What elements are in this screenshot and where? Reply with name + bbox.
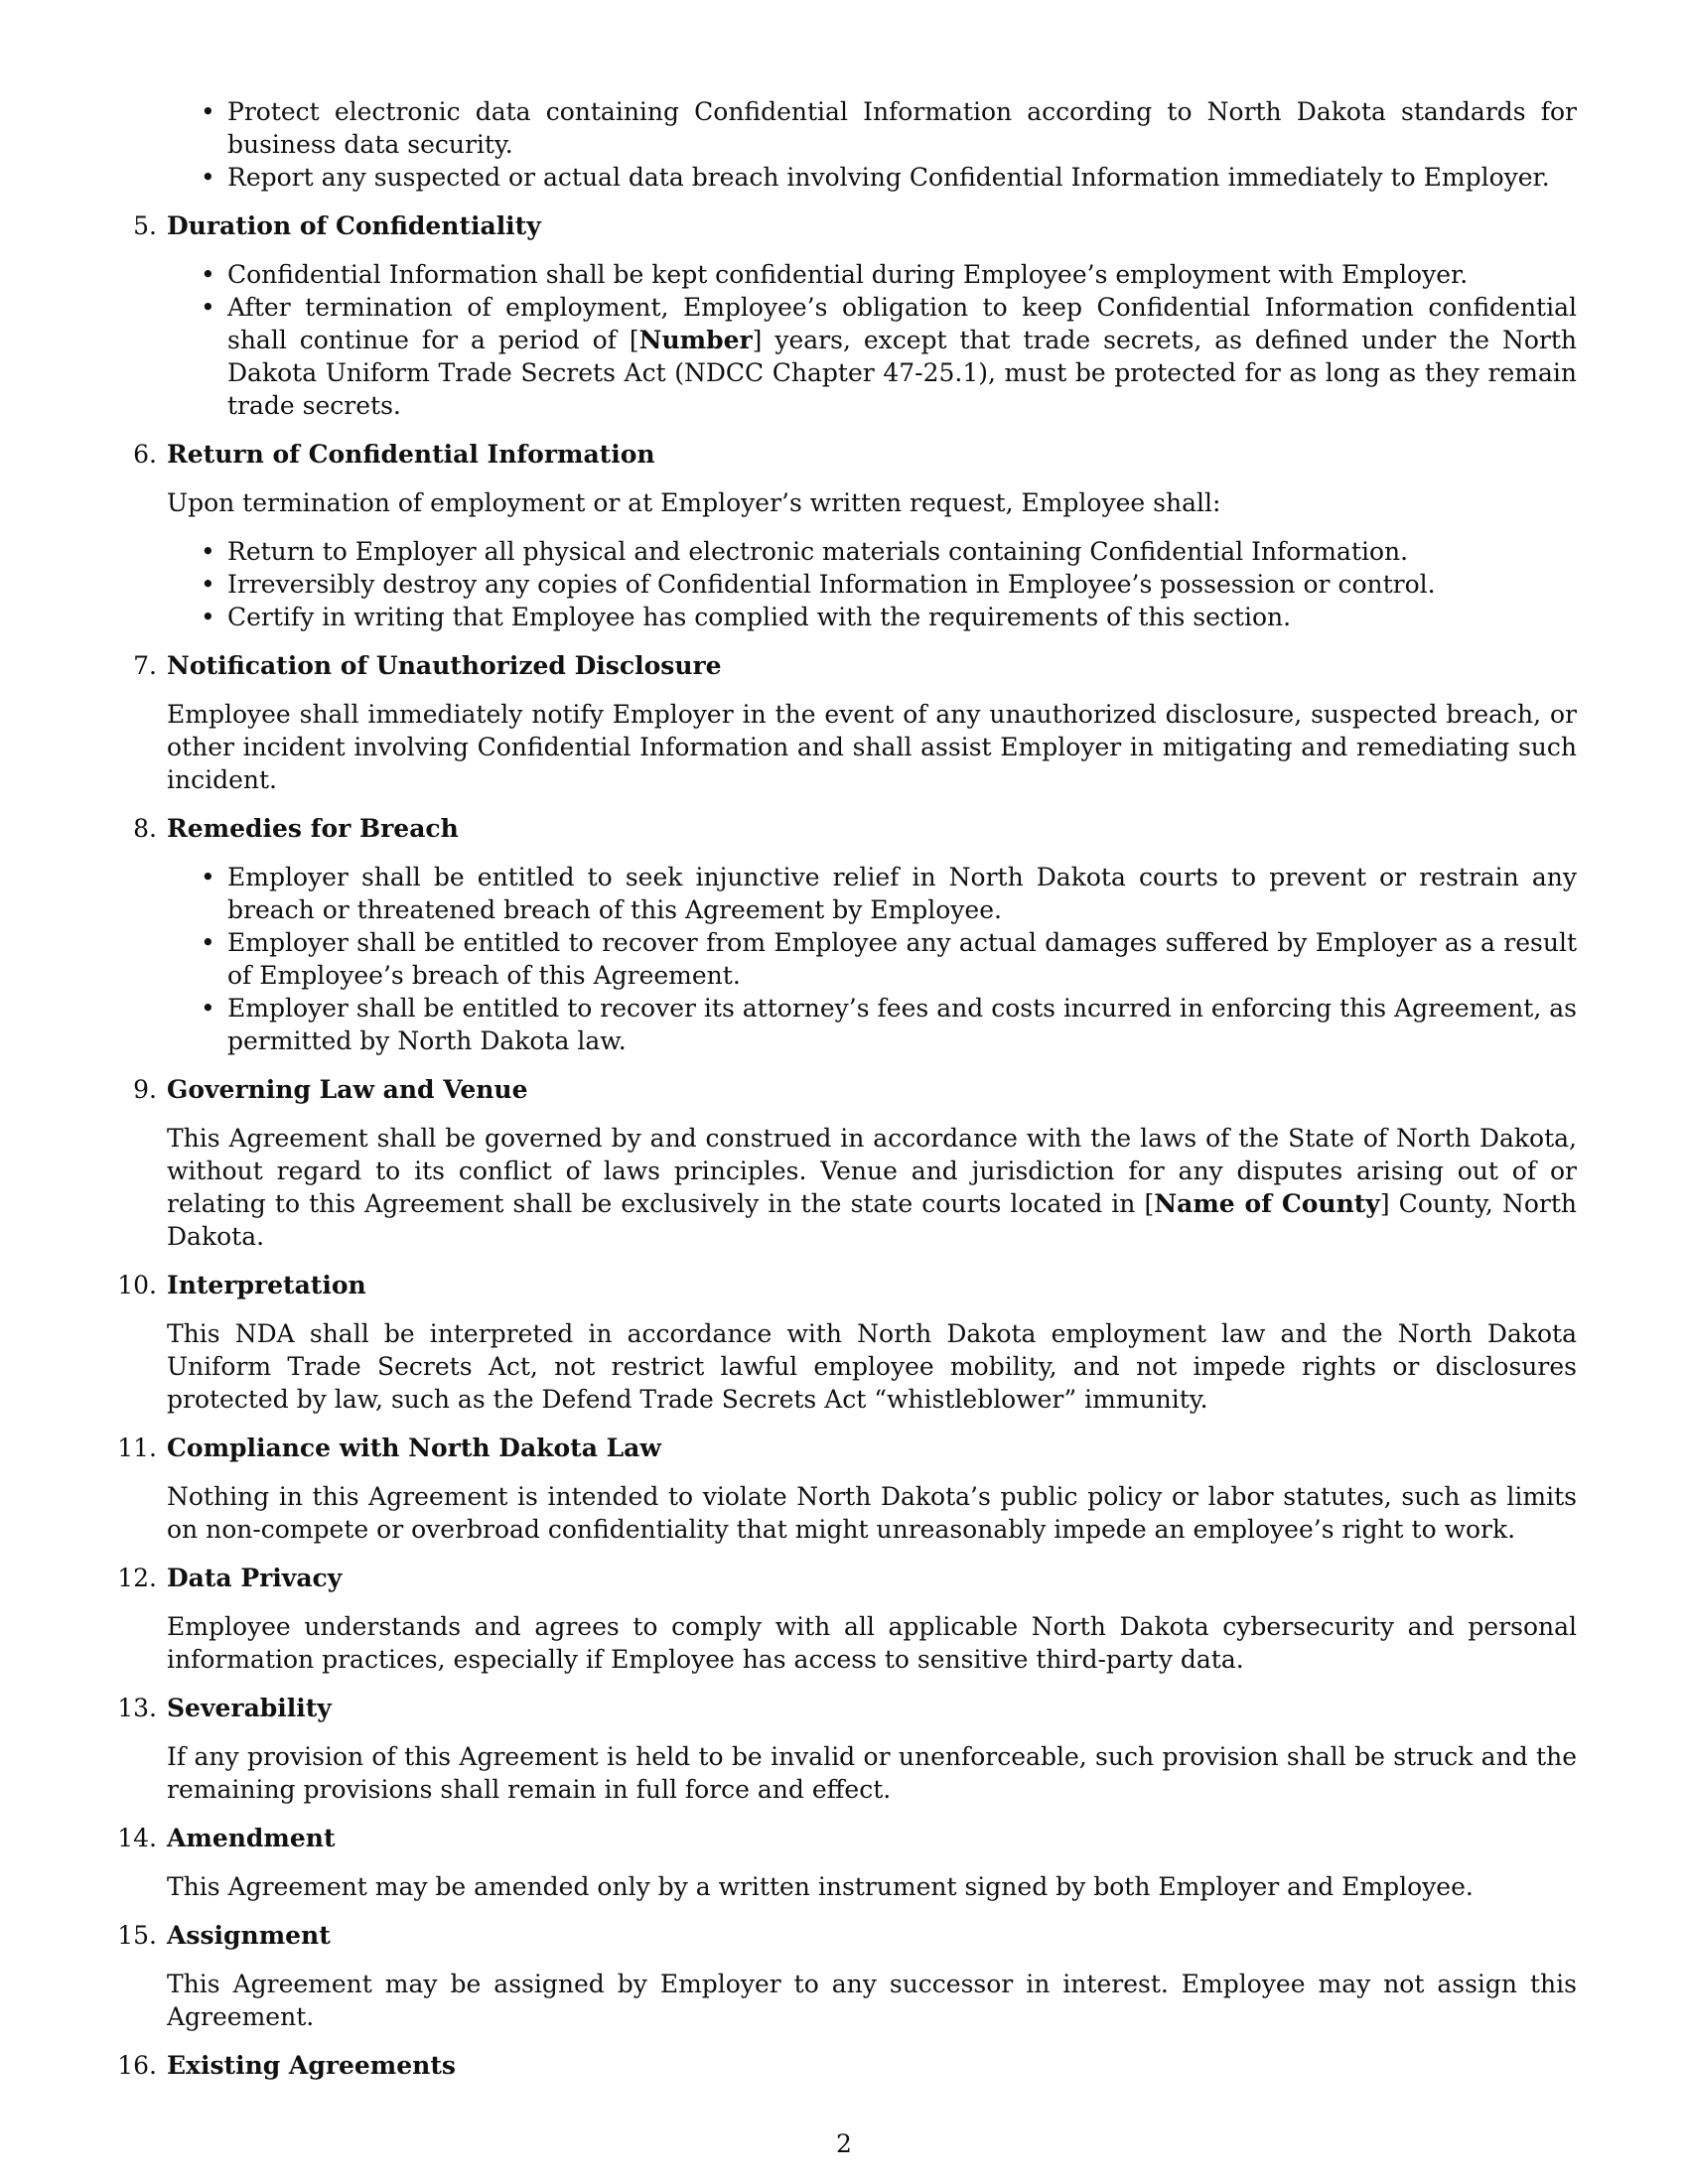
section-body: If any provision of this Agreement is held to be invalid or unenforceable, such provision shall be struck and the remaining provisions shall remain in full force and effect.	[167, 1742, 1577, 1804]
section-interpretation	[117, 1269, 1577, 1416]
section-title: Return of Confidential Information	[167, 440, 655, 469]
section-title: Assignment	[167, 1921, 331, 1950]
section-remedies-for-breach	[133, 812, 1577, 1057]
section-number: 5.	[133, 211, 157, 240]
section-assignment	[117, 1919, 1577, 2033]
placeholder-number: Number	[638, 326, 753, 354]
section-body	[167, 1122, 1577, 1253]
section-amendment	[117, 1822, 1577, 1903]
text-segment: ] years, except that trade secrets, as defined under the North Dakota Uniform Trade Secrets Act (NDCC Chapter 47-25.1), must be protected for as long as they remain trade secrets.	[227, 326, 1578, 420]
section-notification-of-unauthorized-disclosure	[133, 649, 1577, 796]
section-number: 15.	[117, 1921, 157, 1950]
bullet-list	[167, 535, 1577, 633]
section-number: 6.	[133, 440, 157, 469]
section-number: 11.	[117, 1433, 157, 1462]
section-severability	[117, 1692, 1577, 1806]
section-duration-of-confidentiality	[133, 209, 1578, 422]
list-item	[167, 291, 1577, 422]
section-title: Remedies for Breach	[167, 814, 459, 843]
section-number: 14.	[117, 1824, 157, 1852]
text-segment: This Agreement shall be governed by and construed in accordance with the laws of the State of North Dakota, without regard to its conflict of laws principles. Venue and jurisdiction for any disputes arising out of or relating to this Agreement shall be exclusively in the state courts located in [	[167, 1124, 1577, 1218]
section-title: Data Privacy	[167, 1564, 343, 1592]
list-item: • Protect electronic data containing Confidential Information according to North Dakota standards for business data security.	[167, 95, 1577, 161]
section-title: Duration of Confidentiality	[167, 211, 541, 240]
list-item: • Employer shall be entitled to recover from Employee any actual damages suffered by Employer as a result of Employee’s breach of this Agreement.	[167, 926, 1577, 992]
list-item: • Employer shall be entitled to recover its attorney’s fees and costs incurred in enforcing this Agreement, as permitted by North Dakota law.	[167, 992, 1577, 1057]
section-number: 10.	[117, 1271, 157, 1299]
list-item: • Employer shall be entitled to seek injunctive relief in North Dakota courts to prevent or restrain any breach or threatened breach of this Agreement by Employee.	[167, 861, 1577, 926]
section-body: Employee shall immediately notify Employer in the event of any unauthorized disclosure, suspected breach, or other incident involving Confidential Information and shall assist Employer in mitigating and remediating such incident.	[167, 700, 1577, 794]
list-item: • Confidential Information shall be kept confidential during Employee’s employment with Employer.	[167, 258, 1577, 291]
section-title: Notification of Unauthorized Disclosure	[167, 651, 722, 680]
text-segment: After termination of employment, Employee’s obligation to keep Confidential Information confidential shall continue for a period of [	[227, 293, 1577, 354]
section-number: 7.	[133, 651, 157, 680]
section-body: This Agreement may be assigned by Employer to any successor in interest. Employee may not assign this Agreement.	[167, 1970, 1577, 2031]
section-title: Interpretation	[167, 1271, 366, 1299]
section-title: Severability	[167, 1694, 332, 1722]
section-compliance-with-north-dakota-law	[117, 1432, 1577, 1546]
bullet-list	[167, 861, 1577, 1057]
section-body: Employee understands and agrees to comply with all applicable North Dakota cybersecurity and personal information practices, especially if Employee has access to sensitive third-party data.	[167, 1612, 1577, 1674]
list-item: • Report any suspected or actual data breach involving Confidential Information immediately to Employer.	[167, 161, 1577, 194]
section-data-privacy	[117, 1562, 1577, 1676]
section-body: This NDA shall be interpreted in accordance with North Dakota employment law and the North Dakota Uniform Trade Secrets Act, not restrict lawful employee mobility, and not impede rights or disclosures protected by law, such as the Defend Trade Secrets Act “whistleblower” immunity.	[167, 1319, 1577, 1414]
list-item: • Return to Employer all physical and electronic materials containing Confidential Information.	[167, 535, 1577, 568]
section-body: Nothing in this Agreement is intended to violate North Dakota’s public policy or labor statutes, such as limits on non-compete or overbroad confidentiality that might unreasonably impede an employee’s right to work.	[167, 1482, 1577, 1544]
page-number: 2	[836, 2129, 852, 2158]
bullet-list	[167, 258, 1577, 422]
section-title: Existing Agreements	[167, 2051, 456, 2080]
section-number: 8.	[133, 814, 157, 843]
section-governing-law-and-venue	[133, 1073, 1577, 1253]
section-title: Governing Law and Venue	[167, 1075, 528, 1104]
text-segment: ] County, North Dakota.	[167, 1189, 1577, 1251]
section-number: 12.	[117, 1564, 157, 1592]
section-body: This Agreement may be amended only by a written instrument signed by both Employer and Employee.	[167, 1872, 1474, 1901]
section-number: 16.	[117, 2051, 157, 2080]
section-return-of-confidential-information	[133, 438, 1577, 633]
section-existing-agreements	[117, 2049, 1577, 2082]
list-item: • Certify in writing that Employee has complied with the requirements of this section.	[167, 601, 1577, 633]
section-title: Compliance with North Dakota Law	[167, 1433, 661, 1462]
continued-bullet-list	[167, 95, 1577, 194]
document-content	[117, 95, 1578, 2082]
section-number: 9.	[133, 1075, 157, 1104]
list-item: • Irreversibly destroy any copies of Confidential Information in Employee’s possession or control.	[167, 568, 1577, 601]
section-intro: Upon termination of employment or at Employer’s written request, Employee shall:	[167, 488, 1221, 517]
placeholder-county: Name of County	[1154, 1189, 1380, 1218]
section-title: Amendment	[167, 1824, 336, 1852]
section-number: 13.	[117, 1694, 157, 1722]
